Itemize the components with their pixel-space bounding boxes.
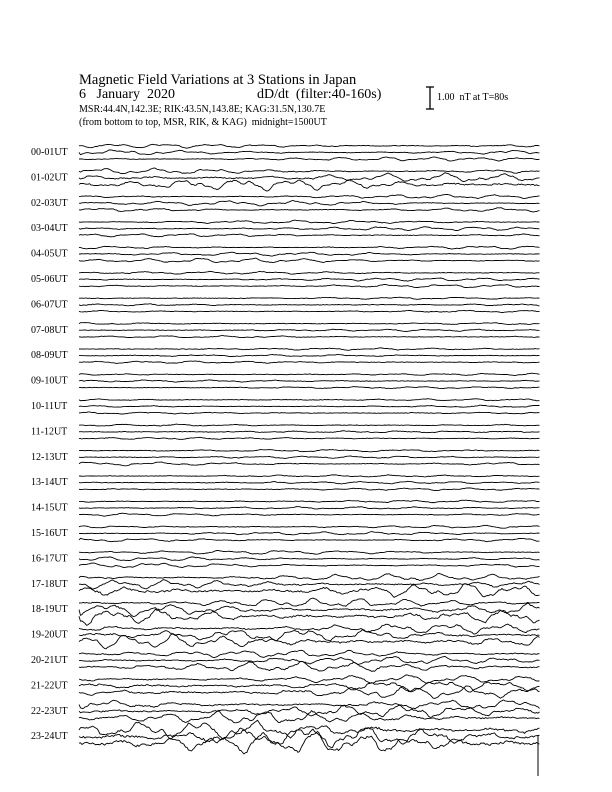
hour-label: 07-08UT <box>31 324 68 336</box>
trace-kag <box>79 168 540 174</box>
hour-label: 16-17UT <box>31 553 68 565</box>
trace-msr <box>79 584 540 597</box>
trace-msr <box>79 488 540 491</box>
trace-rik <box>79 481 540 484</box>
hour-label: 21-22UT <box>31 680 68 692</box>
trace-kag <box>79 271 540 274</box>
hour-label: 22-23UT <box>31 705 68 717</box>
scale-bar <box>426 87 434 109</box>
trace-rik <box>79 705 540 717</box>
trace-rik <box>79 354 540 356</box>
trace-msr <box>79 538 540 541</box>
trace-kag <box>79 573 540 580</box>
trace-kag <box>79 475 540 477</box>
trace-kag <box>79 195 540 199</box>
trace-msr <box>79 563 540 568</box>
trace-msr <box>79 462 540 466</box>
hour-label: 17-18UT <box>31 578 68 590</box>
trace-kag <box>79 624 540 634</box>
filter-label: dD/dt (filter:40-160s) <box>257 87 382 102</box>
hour-label: 05-06UT <box>31 274 68 285</box>
trace-kag <box>79 144 540 148</box>
hour-label: 19-20UT <box>31 629 68 641</box>
trace-msr <box>79 208 540 212</box>
trace-kag <box>79 598 540 606</box>
chart-title: Magnetic Field Variations at 3 Stations in Japan <box>79 72 357 88</box>
trace-kag <box>79 373 540 375</box>
trace-msr <box>79 157 540 161</box>
stacking-order-note: (from bottom to top, MSR, RIK, & KAG) midnight=1500UT <box>79 117 327 128</box>
hour-label: 09-10UT <box>31 375 68 387</box>
trace-rik <box>79 329 540 331</box>
hour-label: 01-02UT <box>31 172 68 184</box>
hour-label: 12-13UT <box>31 451 68 463</box>
hour-label: 14-15UT <box>31 502 68 514</box>
trace-kag <box>79 220 540 223</box>
scale-bar-label: 1.00 nT at T=80s <box>437 92 509 103</box>
trace-kag <box>79 450 540 452</box>
trace-msr <box>79 310 540 312</box>
trace-msr <box>79 609 540 625</box>
hour-label: 08-09UT <box>31 350 68 362</box>
trace-kag <box>79 550 540 554</box>
trace-msr <box>79 387 540 389</box>
trace-msr <box>79 711 540 723</box>
hour-label: 20-21UT <box>31 655 68 666</box>
hour-label: 02-03UT <box>31 197 68 209</box>
trace-msr <box>79 361 540 364</box>
hour-label: 00-01UT <box>31 147 68 158</box>
trace-kag <box>79 525 540 528</box>
trace-msr <box>79 258 540 263</box>
trace-msr <box>79 180 540 191</box>
trace-rik <box>79 304 540 306</box>
trace-msr <box>79 234 540 237</box>
trace-kag <box>79 323 540 325</box>
trace-rik <box>79 380 540 382</box>
trace-rik <box>79 252 540 256</box>
trace-rik <box>79 278 540 281</box>
trace-rik <box>79 580 540 590</box>
hour-label: 04-05UT <box>31 248 68 260</box>
trace-kag <box>79 246 540 249</box>
hour-label: 10-11UT <box>31 401 68 412</box>
hour-label: 13-14UT <box>31 477 68 489</box>
trace-msr <box>79 412 540 414</box>
hour-label: 03-04UT <box>31 223 68 235</box>
trace-rik <box>79 173 540 182</box>
trace-msr <box>79 437 540 439</box>
trace-rik <box>79 507 540 509</box>
date-label: 6 January 2020 <box>79 87 176 102</box>
trace-kag <box>79 348 540 351</box>
trace-rik <box>79 227 540 231</box>
trace-kag <box>79 650 540 657</box>
trace-kag <box>79 500 540 503</box>
trace-rik <box>79 405 540 407</box>
trace-rik <box>79 656 540 664</box>
station-coordinates: MSR:44.4N,142.3E; RIK:43.5N,143.8E; KAG:31.5N,130.7E <box>79 104 326 115</box>
trace-kag <box>79 675 540 684</box>
trace-rik <box>79 557 540 561</box>
hour-label: 18-19UT <box>31 604 68 616</box>
hour-label: 11-12UT <box>31 426 68 438</box>
trace-rik <box>79 431 540 433</box>
trace-kag <box>79 297 540 299</box>
trace-msr <box>79 661 540 671</box>
trace-rik <box>79 456 540 459</box>
trace-rik <box>79 532 540 535</box>
hour-label: 06-07UT <box>31 299 68 311</box>
trace-rik <box>79 201 540 206</box>
trace-msr <box>79 285 540 288</box>
trace-msr <box>79 513 540 516</box>
trace-kag <box>79 399 540 401</box>
trace-kag <box>79 700 540 709</box>
trace-msr <box>79 336 540 338</box>
hour-label: 23-24UT <box>31 731 68 743</box>
trace-rik <box>79 150 540 155</box>
trace-kag <box>79 424 540 426</box>
hour-label: 15-16UT <box>31 528 68 539</box>
